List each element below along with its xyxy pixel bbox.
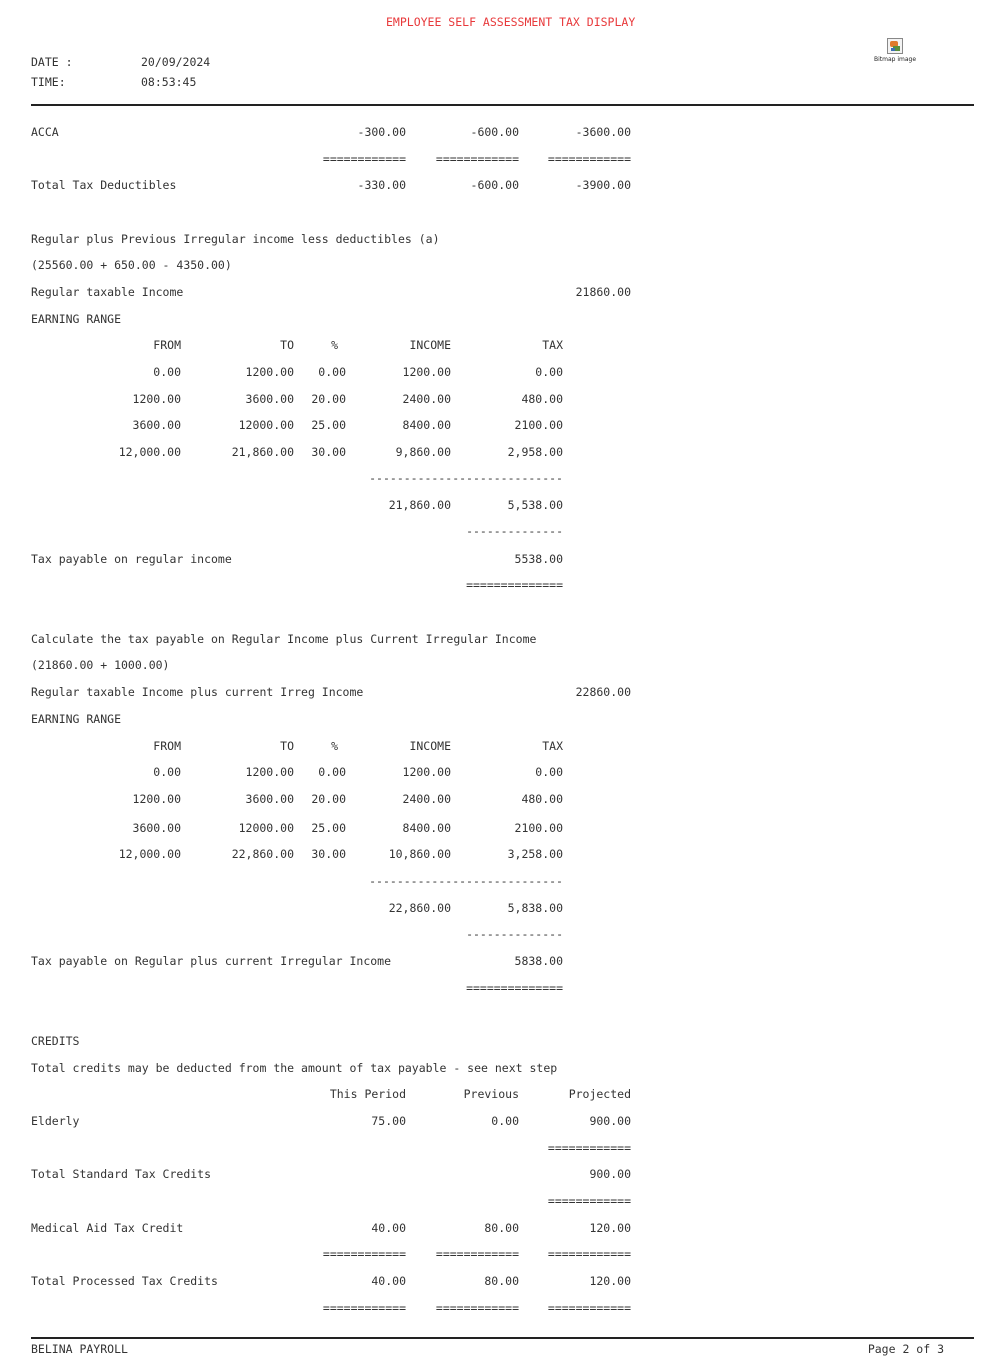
range-from: 3600.00 (132, 418, 181, 432)
dash-line: ---------------------------- (369, 471, 563, 485)
earning-range-label: EARNING RANGE (31, 712, 122, 726)
range-income: 2400.00 (402, 792, 451, 806)
irregular-taxable-label: Regular taxable Income plus current Irreg Income (31, 685, 364, 699)
range-from: 12,000.00 (118, 445, 181, 459)
separator: ============ (547, 1301, 631, 1315)
regular-taxable-value: 21860.00 (575, 285, 631, 299)
irregular-heading: Calculate the tax payable on Regular Income plus Current Irregular Income (31, 632, 537, 646)
range-to: 1200.00 (245, 365, 294, 379)
range-to: 1200.00 (245, 765, 294, 779)
elderly-projected: 900.00 (589, 1114, 631, 1128)
col-from: FROM (153, 739, 181, 753)
separator: ============== (466, 578, 563, 592)
col-income: INCOME (409, 338, 451, 352)
credits-heading: CREDITS (31, 1034, 80, 1048)
irregular-taxable-value: 22860.00 (575, 685, 631, 699)
processed-this-period: 40.00 (371, 1274, 406, 1288)
irregular-payable-value: 5838.00 (514, 954, 563, 968)
separator: ============ (547, 1247, 631, 1261)
report-title: EMPLOYEE SELF ASSESSMENT TAX DISPLAY (386, 15, 636, 29)
processed-credits-label: Total Processed Tax Credits (31, 1274, 218, 1288)
range-pct: 25.00 (311, 821, 346, 835)
separator: ============ (547, 1141, 631, 1155)
total-deductibles-projected: -3900.00 (575, 178, 631, 192)
dash-line: -------------- (466, 524, 563, 538)
range-pct: 30.00 (311, 445, 346, 459)
range-income: 8400.00 (402, 418, 451, 432)
range-pct: 30.00 (311, 847, 346, 861)
range-pct: 0.00 (318, 365, 346, 379)
range-from: 12,000.00 (118, 847, 181, 861)
processed-projected: 120.00 (589, 1274, 631, 1288)
range-from: 0.00 (153, 765, 181, 779)
range-pct: 20.00 (311, 792, 346, 806)
attachment-label: Bitmap image (873, 56, 917, 63)
irregular-formula: (21860.00 + 1000.00) (31, 658, 170, 672)
col-this-period: This Period (329, 1087, 406, 1101)
col-to: TO (280, 739, 294, 753)
separator: ============ (435, 1247, 519, 1261)
total-income: 22,860.00 (388, 901, 451, 915)
range-income: 1200.00 (402, 365, 451, 379)
total-deductibles-previous: -600.00 (470, 178, 519, 192)
range-income: 8400.00 (402, 821, 451, 835)
header-divider (31, 104, 974, 106)
separator: ============ (322, 152, 406, 166)
col-pct: % (331, 739, 338, 753)
credits-note: Total credits may be deducted from the amount of tax payable - see next step (31, 1061, 558, 1075)
regular-heading: Regular plus Previous Irregular income less deductibles (a) (31, 232, 440, 246)
range-from: 0.00 (153, 365, 181, 379)
total-tax: 5,838.00 (507, 901, 563, 915)
dash-line: ---------------------------- (369, 874, 563, 888)
medical-this-period: 40.00 (371, 1221, 406, 1235)
range-from: 3600.00 (132, 821, 181, 835)
col-previous: Previous (463, 1087, 519, 1101)
range-from: 1200.00 (132, 392, 181, 406)
bitmap-image-icon (887, 38, 903, 54)
range-pct: 20.00 (311, 392, 346, 406)
bitmap-attachment[interactable] (872, 38, 918, 63)
earning-range-label: EARNING RANGE (31, 312, 122, 326)
separator: ============ (322, 1247, 406, 1261)
range-tax: 2100.00 (514, 821, 563, 835)
range-income: 2400.00 (402, 392, 451, 406)
separator: ============ (435, 1301, 519, 1315)
separator: ============ (547, 1194, 631, 1208)
elderly-this-period: 75.00 (371, 1114, 406, 1128)
col-income: INCOME (409, 739, 451, 753)
processed-previous: 80.00 (484, 1274, 519, 1288)
col-from: FROM (153, 338, 181, 352)
time-value: 08:53:45 (141, 75, 197, 89)
regular-formula: (25560.00 + 650.00 - 4350.00) (31, 258, 232, 272)
separator: ============== (466, 981, 563, 995)
footer-divider (31, 1337, 974, 1339)
range-tax: 480.00 (521, 392, 563, 406)
standard-credits-projected: 900.00 (589, 1167, 631, 1181)
acca-label: ACCA (31, 125, 59, 139)
separator: ============ (322, 1301, 406, 1315)
regular-payable-label: Tax payable on regular income (31, 552, 232, 566)
range-tax: 0.00 (535, 765, 563, 779)
range-pct: 25.00 (311, 418, 346, 432)
range-from: 1200.00 (132, 792, 181, 806)
range-to: 21,860.00 (231, 445, 294, 459)
range-to: 12000.00 (238, 821, 294, 835)
range-pct: 0.00 (318, 765, 346, 779)
col-projected: Projected (568, 1087, 631, 1101)
total-tax: 5,538.00 (507, 498, 563, 512)
dash-line: -------------- (466, 927, 563, 941)
range-tax: 480.00 (521, 792, 563, 806)
separator: ============ (547, 152, 631, 166)
medical-previous: 80.00 (484, 1221, 519, 1235)
range-income: 9,860.00 (395, 445, 451, 459)
regular-taxable-label: Regular taxable Income (31, 285, 184, 299)
medical-credit-label: Medical Aid Tax Credit (31, 1221, 184, 1235)
range-to: 3600.00 (245, 392, 294, 406)
irregular-payable-label: Tax payable on Regular plus current Irregular Income (31, 954, 392, 968)
page-indicator: Page 2 of 3 (867, 1342, 944, 1356)
range-tax: 2100.00 (514, 418, 563, 432)
date-label: DATE : (31, 55, 73, 69)
separator: ============ (435, 152, 519, 166)
regular-payable-value: 5538.00 (514, 552, 563, 566)
col-pct: % (331, 338, 338, 352)
range-to: 22,860.00 (231, 847, 294, 861)
medical-projected: 120.00 (589, 1221, 631, 1235)
col-to: TO (280, 338, 294, 352)
acca-this-period: -300.00 (357, 125, 406, 139)
elderly-previous: 0.00 (491, 1114, 519, 1128)
elderly-label: Elderly (31, 1114, 80, 1128)
acca-previous: -600.00 (470, 125, 519, 139)
range-to: 3600.00 (245, 792, 294, 806)
total-income: 21,860.00 (388, 498, 451, 512)
date-value: 20/09/2024 (141, 55, 211, 69)
range-income: 1200.00 (402, 765, 451, 779)
range-tax: 2,958.00 (507, 445, 563, 459)
range-tax: 3,258.00 (507, 847, 563, 861)
company-name: BELINA PAYROLL (31, 1342, 128, 1356)
total-deductibles-this-period: -330.00 (357, 178, 406, 192)
col-tax: TAX (542, 739, 563, 753)
standard-credits-label: Total Standard Tax Credits (31, 1167, 212, 1181)
col-tax: TAX (542, 338, 563, 352)
range-income: 10,860.00 (388, 847, 451, 861)
total-deductibles-label: Total Tax Deductibles (31, 178, 177, 192)
acca-projected: -3600.00 (575, 125, 631, 139)
time-label: TIME: (31, 75, 66, 89)
range-to: 12000.00 (238, 418, 294, 432)
range-tax: 0.00 (535, 365, 563, 379)
